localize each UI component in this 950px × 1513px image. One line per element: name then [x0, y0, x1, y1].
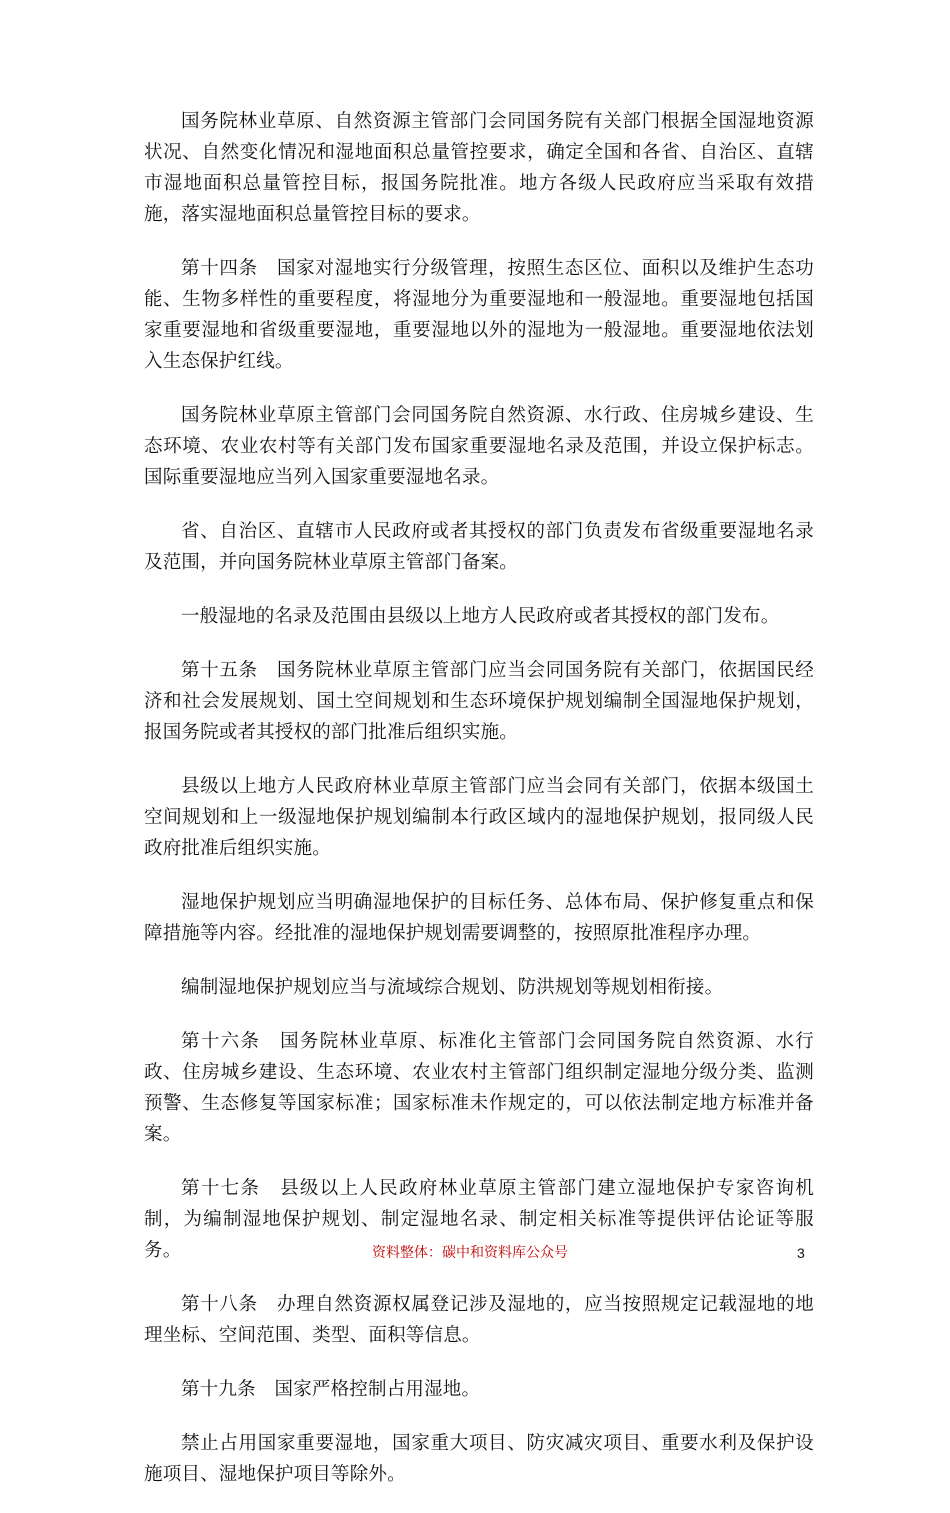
- paragraph: 国务院林业草原主管部门会同国务院自然资源、水行政、住房城乡建设、生态环境、农业农村等有关部门发布国家重要湿地名录及范围，并设立保护标志。国际重要湿地应当列入国家重要湿地名录。: [144, 405, 814, 488]
- article-17: 第十七条 县级以上人民政府林业草原主管部门建立湿地保护专家咨询机制，为编制湿地保护规划、制定湿地名录、制定相关标准等提供评估论证等服务。: [144, 1178, 814, 1261]
- paragraph: 编制湿地保护规划应当与流域综合规划、防洪规划等规划相衔接。: [181, 977, 724, 998]
- article-14: 第十四条 国家对湿地实行分级管理，按照生态区位、面积以及维护生态功能、生物多样性的重要程度，将湿地分为重要湿地和一般湿地。重要湿地包括国家重要湿地和省级重要湿地，重要湿地以外的湿地为一般湿地。重要湿地依法划入生态保护红线。: [144, 258, 814, 372]
- paragraph: 县级以上地方人民政府林业草原主管部门应当会同有关部门，依据本级国土空间规划和上一级湿地保护规划编制本行政区域内的湿地保护规划，报同级人民政府批准后组织实施。: [144, 776, 814, 859]
- document-body: [144, 106, 814, 1513]
- footer-note: 资料整体：碳中和资料库公众号: [372, 1245, 568, 1261]
- paragraph: 禁止占用国家重要湿地，国家重大项目、防灾减灾项目、重要水利及保护设施项目、湿地保护项目等除外。: [144, 1433, 814, 1485]
- article-16: 第十六条 国务院林业草原、标准化主管部门会同国务院自然资源、水行政、住房城乡建设、生态环境、农业农村主管部门组织制定湿地分级分类、监测预警、生态修复等国家标准；国家标准未作规定的，可以依法制定地方标准并备案。: [144, 1031, 814, 1145]
- paragraph: 国务院林业草原、自然资源主管部门会同国务院有关部门根据全国湿地资源状况、自然变化情况和湿地面积总量管控要求，确定全国和各省、自治区、直辖市湿地面积总量管控目标，报国务院批准。地方各级人民政府应当采取有效措施，落实湿地面积总量管控目标的要求。: [144, 111, 814, 225]
- paragraph: 一般湿地的名录及范围由县级以上地方人民政府或者其授权的部门发布。: [181, 606, 780, 627]
- page-number: 3: [797, 1245, 805, 1261]
- page-footer: [0, 1243, 950, 1267]
- article-18: 第十八条 办理自然资源权属登记涉及湿地的，应当按照规定记载湿地的地理坐标、空间范围、类型、面积等信息。: [144, 1294, 814, 1346]
- paragraph: 省、自治区、直辖市人民政府或者其授权的部门负责发布省级重要湿地名录及范围，并向国务院林业草原主管部门备案。: [144, 521, 814, 573]
- article-15: 第十五条 国务院林业草原主管部门应当会同国务院有关部门，依据国民经济和社会发展规划、国土空间规划和生态环境保护规划编制全国湿地保护规划，报国务院或者其授权的部门批准后组织实施。: [144, 660, 814, 743]
- article-19: 第十九条 国家严格控制占用湿地。: [181, 1379, 481, 1400]
- paragraph: 湿地保护规划应当明确湿地保护的目标任务、总体布局、保护修复重点和保障措施等内容。经批准的湿地保护规划需要调整的，按照原批准程序办理。: [144, 892, 814, 944]
